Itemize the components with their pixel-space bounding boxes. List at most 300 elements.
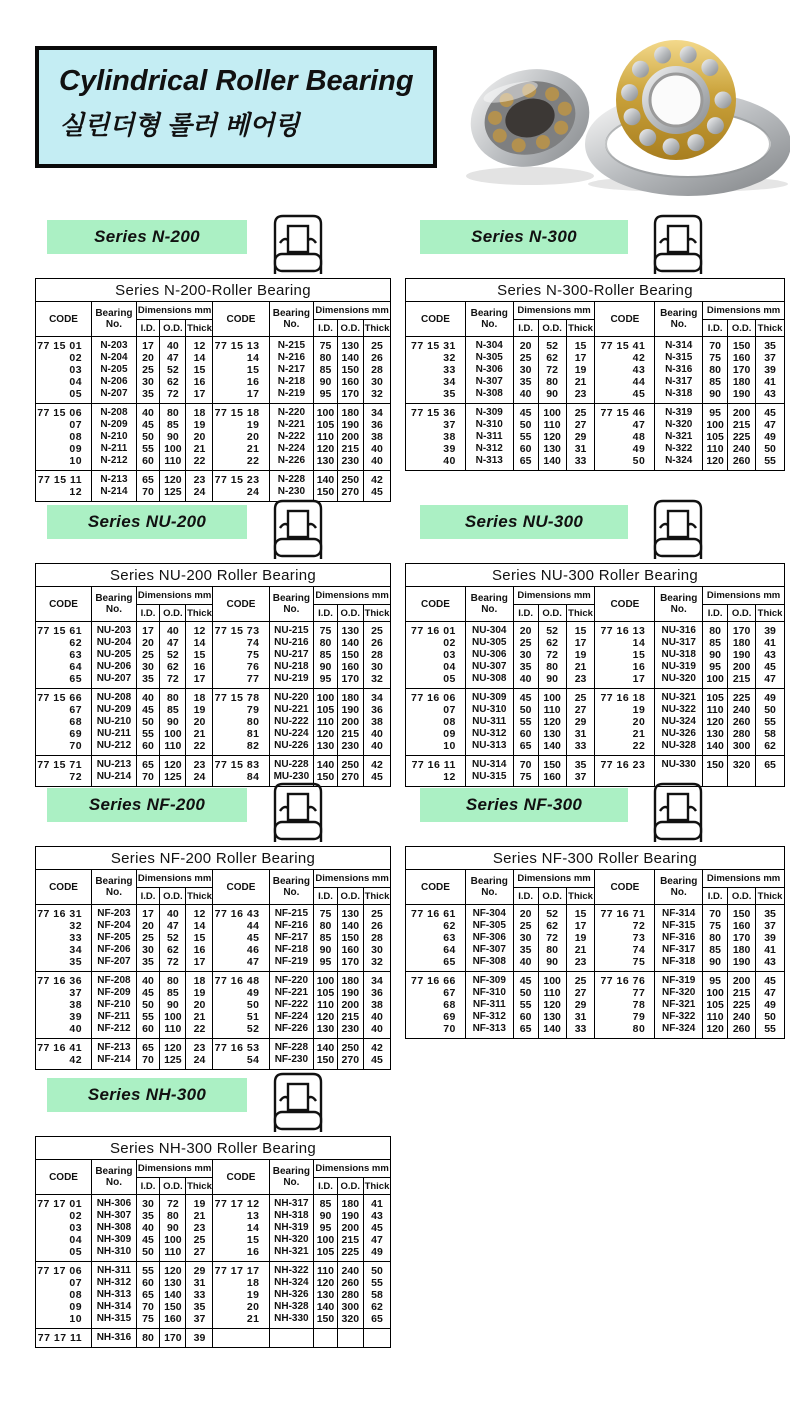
code-cell: 80: [595, 1023, 655, 1039]
dimension-cell: 140: [337, 920, 363, 932]
dimension-cell: 62: [160, 944, 186, 956]
dimension-cell: 52: [538, 337, 566, 353]
table-title: Series N-300-Roller Bearing: [406, 279, 785, 302]
table-row: [36, 999, 391, 1011]
dimension-cell: 225: [728, 431, 756, 443]
code-cell: [595, 771, 655, 787]
dimension-cell: 240: [728, 704, 756, 716]
dimension-cell: 17: [186, 388, 213, 404]
dimension-cell: 49: [756, 431, 785, 443]
column-header-id: I.D.: [136, 320, 159, 337]
dimension-cell: 39: [756, 622, 785, 638]
table-row: [36, 455, 391, 471]
column-header-id: I.D.: [314, 1178, 337, 1195]
dimension-cell: 120: [538, 999, 566, 1011]
dimension-cell: 180: [728, 376, 756, 388]
table-title: Series NF-300 Roller Bearing: [406, 847, 785, 870]
bearing-no-cell: NF-317: [655, 944, 703, 956]
table-row: [406, 661, 785, 673]
bearing-no-cell: NF-206: [92, 944, 137, 956]
code-cell: 77: [595, 987, 655, 999]
code-cell: 08: [36, 1289, 92, 1301]
dimension-cell: 60: [136, 1023, 159, 1039]
column-header-od: O.D.: [337, 1178, 363, 1195]
dimension-cell: 130: [314, 1289, 337, 1301]
bearing-no-cell: NU-205: [92, 649, 137, 661]
dimension-cell: 120: [314, 728, 337, 740]
bearing-no-cell: NU-326: [655, 728, 703, 740]
dimension-cell: 120: [538, 431, 566, 443]
column-header-code: CODE: [595, 870, 655, 905]
dimension-cell: 25: [136, 364, 159, 376]
column-header-od: O.D.: [337, 888, 363, 905]
code-cell: 77 15 71: [36, 756, 92, 772]
column-header-dimensions: Dimensions mm: [314, 870, 391, 888]
dimension-cell: 75: [314, 905, 337, 921]
dimension-cell: 27: [566, 419, 595, 431]
dimension-cell: 110: [160, 1023, 186, 1039]
dimension-cell: 50: [513, 987, 538, 999]
code-cell: 47: [213, 956, 269, 972]
dimension-cell: 52: [160, 649, 186, 661]
catalog-title-english: Cylindrical Roller Bearing: [59, 65, 414, 97]
code-cell: 03: [406, 649, 466, 661]
dimension-cell: 170: [160, 1329, 186, 1348]
dimension-cell: 150: [337, 649, 363, 661]
column-header-thick: Thick: [186, 605, 213, 622]
column-header-thick: Thick: [756, 605, 785, 622]
dimension-cell: 230: [337, 455, 363, 471]
column-header-code: CODE: [595, 302, 655, 337]
dimension-cell: 39: [756, 932, 785, 944]
bearing-no-cell: NF-305: [465, 920, 513, 932]
code-cell: 20: [595, 716, 655, 728]
dimension-cell: 140: [160, 1289, 186, 1301]
bearing-no-cell: N-313: [465, 455, 513, 471]
dimension-cell: 90: [160, 999, 186, 1011]
dimension-cell: 23: [186, 471, 213, 487]
code-cell: 70: [36, 740, 92, 756]
column-header-dimensions: Dimensions mm: [136, 870, 213, 888]
bearing-no-cell: NF-220: [269, 972, 314, 988]
column-header-bearing-no: Bearing No.: [269, 587, 314, 622]
table-row: [406, 987, 785, 999]
dimension-cell: 105: [314, 1246, 337, 1262]
dimension-cell: 34: [363, 404, 390, 420]
dimension-cell: 31: [566, 1011, 595, 1023]
bearing-no-cell: NH-307: [92, 1210, 137, 1222]
dimension-cell: 130: [538, 443, 566, 455]
table-row: [36, 673, 391, 689]
table-row: [36, 1222, 391, 1234]
dimension-cell: 125: [160, 486, 186, 502]
bearing-no-cell: NF-321: [655, 999, 703, 1011]
dimension-cell: 19: [566, 364, 595, 376]
bearing-no-cell: N-210: [92, 431, 137, 443]
dimension-cell: 30: [136, 376, 159, 388]
code-cell: 77 16 01: [406, 622, 466, 638]
code-cell: 77 15 83: [213, 756, 269, 772]
dimension-cell: 28: [363, 364, 390, 376]
bearing-no-cell: NH-310: [92, 1246, 137, 1262]
bearing-no-cell: NF-322: [655, 1011, 703, 1023]
table-row: [36, 1023, 391, 1039]
dimension-cell: 31: [566, 728, 595, 740]
column-header-od: O.D.: [337, 320, 363, 337]
dimension-cell: 40: [363, 728, 390, 740]
table-row: [36, 637, 391, 649]
dimension-cell: 110: [703, 704, 728, 716]
dimension-cell: 110: [538, 987, 566, 999]
dimension-cell: 200: [337, 999, 363, 1011]
dimension-cell: 45: [756, 661, 785, 673]
dimension-cell: 12: [186, 905, 213, 921]
code-cell: 12: [36, 486, 92, 502]
dimension-cell: 49: [756, 999, 785, 1011]
dimension-cell: 160: [337, 661, 363, 673]
table-row: [36, 419, 391, 431]
dimension-cell: 120: [160, 1039, 186, 1055]
table-row: [406, 944, 785, 956]
dimension-cell: 23: [186, 1039, 213, 1055]
dimension-cell: 16: [186, 376, 213, 388]
bearing-table: [405, 846, 785, 1039]
dimension-cell: 90: [314, 1210, 337, 1222]
series-label: [420, 788, 628, 822]
dimension-cell: 90: [703, 956, 728, 972]
dimension-cell: 41: [363, 1195, 390, 1211]
table-row: [36, 932, 391, 944]
dimension-cell: 260: [337, 1277, 363, 1289]
series-label: [47, 505, 247, 539]
bearing-table: [35, 563, 391, 787]
bearing-no-cell: NF-203: [92, 905, 137, 921]
bearing-photos-image: [448, 14, 790, 200]
table-row: [36, 649, 391, 661]
table-row: [406, 364, 785, 376]
dimension-cell: 50: [513, 419, 538, 431]
code-cell: 65: [36, 673, 92, 689]
bearing-no-cell: N-214: [92, 486, 137, 502]
bearing-no-cell: NU-212: [92, 740, 137, 756]
dimension-cell: 100: [538, 972, 566, 988]
column-header-dimensions: Dimensions mm: [314, 302, 391, 320]
dimension-cell: 50: [136, 716, 159, 728]
table-row: [36, 1313, 391, 1329]
catalog-title-box: [35, 46, 437, 168]
table-row: [406, 689, 785, 705]
dimension-cell: 14: [186, 920, 213, 932]
code-cell: 78: [595, 999, 655, 1011]
dimension-cell: 19: [186, 987, 213, 999]
dimension-cell: 130: [337, 905, 363, 921]
dimension-cell: 41: [756, 944, 785, 956]
bearing-no-cell: NU-214: [92, 771, 137, 787]
dimension-cell: 80: [314, 920, 337, 932]
dimension-cell: 85: [160, 704, 186, 716]
dimension-cell: 26: [363, 637, 390, 649]
dimension-cell: 300: [337, 1301, 363, 1313]
code-cell: 16: [213, 1246, 269, 1262]
code-cell: 09: [36, 443, 92, 455]
bearing-no-cell: NU-312: [465, 728, 513, 740]
dimension-cell: 40: [160, 622, 186, 638]
dimension-cell: 33: [566, 455, 595, 471]
code-cell: 19: [213, 419, 269, 431]
bearing-no-cell: N-219: [269, 388, 314, 404]
dimension-cell: 140: [538, 455, 566, 471]
table-row: [406, 637, 785, 649]
dimension-cell: 37: [756, 920, 785, 932]
dimension-cell: 20: [513, 622, 538, 638]
dimension-cell: 160: [538, 771, 566, 787]
dimension-cell: 215: [728, 419, 756, 431]
dimension-cell: 50: [136, 1246, 159, 1262]
dimension-cell: 50: [136, 999, 159, 1011]
bearing-no-cell: NF-204: [92, 920, 137, 932]
dimension-cell: 30: [363, 944, 390, 956]
dimension-cell: 250: [337, 756, 363, 772]
bearing-no-cell: NU-313: [465, 740, 513, 756]
dimension-cell: 39: [186, 1329, 213, 1348]
code-cell: 07: [36, 1277, 92, 1289]
bearing-table: [35, 846, 391, 1070]
column-header-dimensions: Dimensions mm: [513, 587, 595, 605]
dimension-cell: 38: [363, 716, 390, 728]
dimension-cell: 160: [160, 1313, 186, 1329]
code-cell: 77 16 66: [406, 972, 466, 988]
dimension-cell: 55: [513, 716, 538, 728]
dimension-cell: 65: [136, 471, 159, 487]
dimension-cell: 200: [337, 716, 363, 728]
column-header-bearing-no: Bearing No.: [92, 302, 137, 337]
table-row: [36, 1234, 391, 1246]
dimension-cell: 75: [703, 920, 728, 932]
bearing-no-cell: N-314: [655, 337, 703, 353]
dimension-cell: 130: [314, 1023, 337, 1039]
bearing-no-cell: NF-307: [465, 944, 513, 956]
dimension-cell: 180: [337, 972, 363, 988]
code-cell: 68: [406, 999, 466, 1011]
dimension-cell: 45: [756, 404, 785, 420]
table-row: [36, 486, 391, 502]
code-cell: 37: [36, 987, 92, 999]
code-cell: 50: [595, 455, 655, 471]
bearing-no-cell: N-230: [269, 486, 314, 502]
code-cell: 54: [213, 1054, 269, 1070]
dimension-cell: 72: [538, 649, 566, 661]
dimension-cell: 85: [314, 1195, 337, 1211]
column-header-dimensions: Dimensions mm: [703, 587, 785, 605]
dimension-cell: 125: [160, 1054, 186, 1070]
bearing-no-cell: NF-215: [269, 905, 314, 921]
code-cell: 14: [213, 1222, 269, 1234]
code-cell: 62: [36, 637, 92, 649]
code-cell: 77 16 23: [595, 756, 655, 772]
dimension-cell: 95: [314, 673, 337, 689]
bearing-no-cell: NF-213: [92, 1039, 137, 1055]
dimension-cell: 270: [337, 1054, 363, 1070]
code-cell: 49: [213, 987, 269, 999]
column-header-thick: Thick: [566, 888, 595, 905]
column-header-dimensions: Dimensions mm: [314, 1160, 391, 1178]
dimension-cell: 40: [136, 689, 159, 705]
series-label: [47, 788, 247, 822]
table-row: [406, 1023, 785, 1039]
column-header-thick: Thick: [363, 888, 390, 905]
bearing-no-cell: N-220: [269, 404, 314, 420]
code-cell: 77 16 31: [36, 905, 92, 921]
code-cell: 74: [595, 944, 655, 956]
dimension-cell: 80: [703, 364, 728, 376]
bearing-no-cell: NF-312: [465, 1011, 513, 1023]
dimension-cell: 200: [728, 404, 756, 420]
bearing-no-cell: NF-209: [92, 987, 137, 999]
bearing-no-cell: N-203: [92, 337, 137, 353]
dimension-cell: 41: [756, 376, 785, 388]
bearing-no-cell: NU-320: [655, 673, 703, 689]
dimension-cell: 110: [538, 419, 566, 431]
dimension-cell: 110: [160, 740, 186, 756]
code-cell: 77 16 43: [213, 905, 269, 921]
code-cell: 34: [406, 376, 466, 388]
bearing-no-cell: N-213: [92, 471, 137, 487]
dimension-cell: 21: [186, 728, 213, 740]
dimension-cell: 80: [136, 1329, 159, 1348]
table-row: [36, 905, 391, 921]
column-header-id: I.D.: [703, 605, 728, 622]
bearing-cross-section-icon: [650, 497, 706, 566]
table-row: [36, 716, 391, 728]
dimension-cell: 40: [363, 443, 390, 455]
dimension-cell: 49: [363, 1246, 390, 1262]
table-row: [36, 972, 391, 988]
code-cell: 48: [595, 431, 655, 443]
series-label-text: Series NF-300: [465, 795, 583, 814]
table-row: [406, 376, 785, 388]
code-cell: 80: [213, 716, 269, 728]
dimension-cell: 55: [363, 1277, 390, 1289]
bearing-no-cell: NU-319: [655, 661, 703, 673]
dimension-cell: 130: [314, 740, 337, 756]
bearing-no-cell: NU-304: [465, 622, 513, 638]
dimension-cell: 100: [703, 419, 728, 431]
series-label: [420, 505, 628, 539]
dimension-cell: 215: [728, 987, 756, 999]
code-cell: 18: [213, 1277, 269, 1289]
code-cell: 79: [595, 1011, 655, 1023]
bearing-no-cell: NF-316: [655, 932, 703, 944]
dimension-cell: 43: [756, 649, 785, 661]
table-title: Series NH-300 Roller Bearing: [36, 1137, 391, 1160]
dimension-cell: 47: [756, 987, 785, 999]
series-label: [47, 220, 247, 254]
code-cell: 77 17 17: [213, 1262, 269, 1278]
dimension-cell: 40: [136, 972, 159, 988]
table-row: [36, 443, 391, 455]
bearing-no-cell: N-222: [269, 431, 314, 443]
bearing-no-cell: NU-219: [269, 673, 314, 689]
code-cell: 03: [36, 1222, 92, 1234]
dimension-cell: 150: [314, 771, 337, 787]
bearing-no-cell: NU-310: [465, 704, 513, 716]
dimension-cell: 41: [756, 637, 785, 649]
bearing-no-cell: NU-330: [655, 756, 703, 772]
dimension-cell: 75: [314, 622, 337, 638]
dimension-cell: 110: [314, 716, 337, 728]
dimension-cell: 45: [363, 1222, 390, 1234]
bearing-no-cell: NH-318: [269, 1210, 314, 1222]
code-cell: 51: [213, 1011, 269, 1023]
table-row: [36, 704, 391, 716]
code-cell: 20: [213, 431, 269, 443]
dimension-cell: 62: [538, 920, 566, 932]
table-row: [406, 756, 785, 772]
code-cell: 19: [595, 704, 655, 716]
code-cell: 77 16 36: [36, 972, 92, 988]
bearing-no-cell: NU-306: [465, 649, 513, 661]
column-header-od: O.D.: [728, 888, 756, 905]
column-header-dimensions: Dimensions mm: [703, 870, 785, 888]
code-cell: [213, 1329, 269, 1348]
column-header-id: I.D.: [136, 888, 159, 905]
dimension-cell: 60: [513, 728, 538, 740]
code-cell: 81: [213, 728, 269, 740]
dimension-cell: 70: [136, 771, 159, 787]
dimension-cell: 36: [363, 987, 390, 999]
bearing-no-cell: NU-218: [269, 661, 314, 673]
dimension-cell: 26: [363, 352, 390, 364]
table-row: [36, 728, 391, 740]
bearing-no-cell: N-204: [92, 352, 137, 364]
dimension-cell: 270: [337, 486, 363, 502]
dimension-cell: 55: [756, 1023, 785, 1039]
dimension-cell: 49: [756, 689, 785, 705]
code-cell: 77 16 11: [406, 756, 466, 772]
column-header-id: I.D.: [703, 888, 728, 905]
dimension-cell: 190: [337, 1210, 363, 1222]
dimension-cell: 31: [566, 443, 595, 455]
dimension-cell: 72: [538, 932, 566, 944]
bearing-no-cell: N-226: [269, 455, 314, 471]
code-cell: 63: [36, 649, 92, 661]
table-row: [36, 756, 391, 772]
code-cell: 49: [595, 443, 655, 455]
dimension-cell: 110: [314, 1262, 337, 1278]
dimension-cell: 62: [756, 740, 785, 756]
table-row: [36, 740, 391, 756]
dimension-cell: 45: [136, 987, 159, 999]
bearing-no-cell: NF-309: [465, 972, 513, 988]
dimension-cell: 17: [186, 673, 213, 689]
dimension-cell: 65: [363, 1313, 390, 1329]
dimension-cell: 18: [186, 972, 213, 988]
dimension-cell: 65: [756, 756, 785, 772]
table-row: [406, 932, 785, 944]
table-row: [406, 388, 785, 404]
dimension-cell: 23: [566, 388, 595, 404]
code-cell: 69: [36, 728, 92, 740]
bearing-no-cell: NH-306: [92, 1195, 137, 1211]
code-cell: 50: [213, 999, 269, 1011]
dimension-cell: 12: [186, 622, 213, 638]
bearing-no-cell: NF-306: [465, 932, 513, 944]
dimension-cell: 150: [337, 364, 363, 376]
dimension-cell: 33: [186, 1289, 213, 1301]
column-header-code: CODE: [406, 870, 466, 905]
dimension-cell: 25: [136, 649, 159, 661]
code-cell: 76: [213, 661, 269, 673]
